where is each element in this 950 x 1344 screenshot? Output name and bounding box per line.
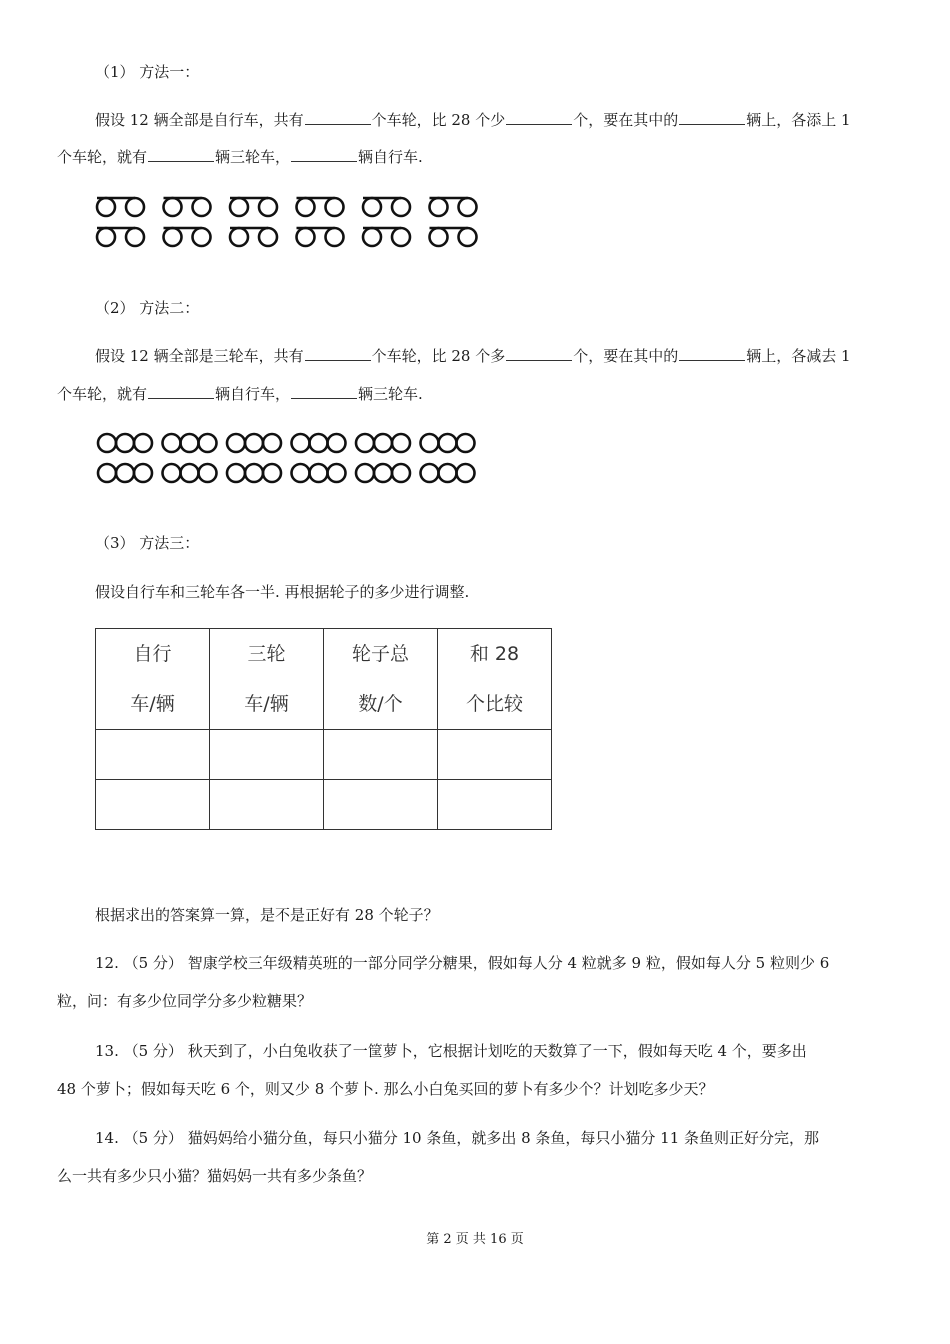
wheel-shape [98, 464, 116, 482]
wheel-shape [459, 228, 477, 246]
answer-blank[interactable] [679, 110, 745, 125]
wheel-shape [374, 464, 392, 482]
wheel-shape [392, 464, 410, 482]
table-cell[interactable] [210, 780, 324, 830]
wheel-shape [193, 198, 211, 216]
table-header-cell: 轮子总 数/个 [324, 629, 438, 730]
part3-check: 根据求出的答案算一算，是不是正好有 28 个轮子？ [95, 906, 439, 924]
wheel-shape [328, 434, 346, 452]
wheel-shape [439, 464, 457, 482]
wheel-shape [164, 228, 182, 246]
answer-blank[interactable] [679, 346, 745, 361]
answer-blank[interactable] [305, 346, 371, 361]
wheel-shape [356, 464, 374, 482]
wheel-shape [259, 198, 277, 216]
part2-heading: （2） 方法二： [95, 299, 200, 317]
part1-line2 [57, 147, 423, 167]
wheel-shape [199, 464, 217, 482]
wheel-shape [164, 198, 182, 216]
wheel-shape [245, 464, 263, 482]
part3-intro: 假设自行车和三轮车各一半. 再根据轮子的多少进行调整. [95, 583, 470, 601]
wheel-shape [328, 464, 346, 482]
text: 个车轮，就有 [57, 385, 148, 403]
answer-blank[interactable] [506, 346, 572, 361]
wheel-shape [98, 434, 116, 452]
wheel-shape [134, 464, 152, 482]
answer-blank[interactable] [148, 384, 214, 399]
wheel-shape [227, 464, 245, 482]
part1-line1 [95, 110, 851, 130]
q12-line1: 12. （5 分） 智康学校三年级精英班的一部分同学分糖果，假如每人分 4 粒就多 9 粒，假如每人分 5 粒则少 6 [95, 954, 830, 972]
wheel-shape [263, 434, 281, 452]
table-row [96, 730, 552, 780]
wheel-shape [326, 228, 344, 246]
wheel-shape [326, 198, 344, 216]
table-header-cell: 和 28 个比较 [438, 629, 552, 730]
text: 个车轮，就有 [57, 148, 148, 166]
wheel-shape [245, 434, 263, 452]
text: 辆三轮车. [358, 385, 423, 403]
wheel-shape [97, 228, 115, 246]
wheel-shape [457, 434, 475, 452]
wheel-shape [292, 464, 310, 482]
adjustment-table [95, 628, 552, 830]
wheel-shape [181, 434, 199, 452]
wheel-shape [310, 464, 328, 482]
answer-blank[interactable] [148, 147, 214, 162]
page-footer: 第 2 页 共 16 页 [426, 1232, 524, 1247]
q14-line1: 14. （5 分） 猫妈妈给小猫分鱼，每只小猫分 10 条鱼，就多出 8 条鱼，每只小猫分 11 条鱼则正好分完，那 [95, 1129, 820, 1147]
text: 个车轮，比 28 个少 [371, 111, 506, 129]
text: 辆三轮车， [215, 148, 291, 166]
wheel-shape [116, 434, 134, 452]
wheel-shape [457, 464, 475, 482]
wheel-shape [459, 198, 477, 216]
wheel-shape [439, 434, 457, 452]
part2-line2 [57, 384, 423, 404]
wheel-shape [259, 228, 277, 246]
table-cell[interactable] [438, 730, 552, 780]
tricycle-wheels-figure [94, 430, 486, 490]
wheel-shape [126, 228, 144, 246]
text: 辆上，各添上 1 [746, 111, 851, 129]
table-cell[interactable] [324, 780, 438, 830]
wheel-shape [297, 228, 315, 246]
wheel-shape [199, 434, 217, 452]
wheel-shape [227, 434, 245, 452]
wheel-shape [134, 434, 152, 452]
q12-line2: 粒，问：有多少位同学分多少粒糖果？ [57, 992, 313, 1010]
text: 个，要在其中的 [573, 347, 679, 365]
wheel-shape [193, 228, 211, 246]
wheel-shape [430, 228, 448, 246]
q13-line1: 13. （5 分） 秋天到了，小白兔收获了一筐萝卜，它根据计划吃的天数算了一下，假如每天吃 4 个，要多出 [95, 1042, 807, 1060]
text: 假设 12 辆全部是三轮车，共有 [95, 347, 304, 365]
q13-line2: 48 个萝卜；假如每天吃 6 个，则又少 8 个萝卜. 那么小白兔买回的萝卜有多少个？计划吃多少天？ [57, 1080, 714, 1098]
text: 辆自行车. [358, 148, 423, 166]
wheel-shape [363, 198, 381, 216]
wheel-shape [356, 434, 374, 452]
table-cell[interactable] [96, 730, 210, 780]
part1-heading: （1） 方法一： [95, 63, 200, 81]
text: 辆上，各减去 1 [746, 347, 851, 365]
table-cell[interactable] [438, 780, 552, 830]
q14-line2: 么一共有多少只小猫？猫妈妈一共有多少条鱼？ [57, 1167, 373, 1185]
answer-blank[interactable] [305, 110, 371, 125]
answer-blank[interactable] [291, 147, 357, 162]
wheel-shape [392, 434, 410, 452]
wheel-shape [392, 198, 410, 216]
wheel-shape [363, 228, 381, 246]
answer-blank[interactable] [291, 384, 357, 399]
wheel-shape [297, 198, 315, 216]
wheel-shape [310, 434, 328, 452]
part3-heading: （3） 方法三： [95, 534, 200, 552]
table-header-cell: 自行 车/辆 [96, 629, 210, 730]
wheel-shape [163, 464, 181, 482]
wheel-shape [263, 464, 281, 482]
text: 个，要在其中的 [573, 111, 679, 129]
answer-blank[interactable] [506, 110, 572, 125]
table-cell[interactable] [96, 780, 210, 830]
bicycle-wheels-figure [94, 193, 496, 253]
wheel-shape [230, 228, 248, 246]
part2-line1 [95, 346, 851, 366]
wheel-shape [421, 434, 439, 452]
wheel-shape [97, 198, 115, 216]
wheel-shape [181, 464, 199, 482]
table-row [96, 780, 552, 830]
wheel-shape [292, 434, 310, 452]
table-cell[interactable] [210, 730, 324, 780]
text: 个车轮，比 28 个多 [371, 347, 506, 365]
text: 假设 12 辆全部是自行车，共有 [95, 111, 304, 129]
wheel-shape [116, 464, 134, 482]
table-header-cell: 三轮 车/辆 [210, 629, 324, 730]
table-cell[interactable] [324, 730, 438, 780]
wheel-shape [374, 434, 392, 452]
wheel-shape [421, 464, 439, 482]
wheel-shape [430, 198, 448, 216]
text: 辆自行车， [215, 385, 291, 403]
wheel-shape [392, 228, 410, 246]
wheel-shape [230, 198, 248, 216]
wheel-shape [126, 198, 144, 216]
wheel-shape [163, 434, 181, 452]
